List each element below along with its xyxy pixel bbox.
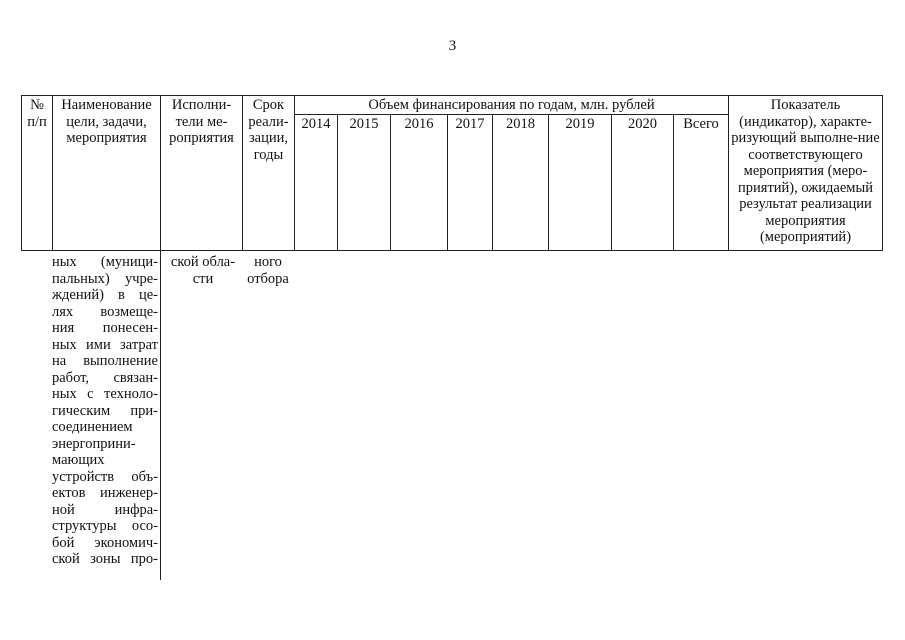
body-line: гическим при- (52, 402, 158, 419)
body-line: ской зоны про- (52, 551, 158, 567)
body-executors-column (164, 254, 242, 287)
col-header-year: 2015 (338, 114, 391, 251)
header-table (21, 95, 883, 251)
body-line: структуры осо- (52, 518, 158, 534)
column-divider (160, 250, 161, 580)
col-header-year: 2014 (295, 114, 338, 251)
body-line: лях возмеще- (52, 303, 158, 320)
body-line: работ, связан- (52, 369, 158, 386)
body-line: ного (254, 254, 282, 270)
body-line: сти (192, 270, 214, 287)
body-line: ния понесен- (52, 320, 158, 336)
col-header-year: 2017 (448, 114, 493, 251)
body-line: ектов инженер- (52, 485, 158, 501)
body-term-column (243, 254, 293, 287)
col-header-term: Срок реали-зации, годы (243, 96, 295, 251)
body-line: устройств объ- (52, 468, 158, 485)
col-header-name: Наименование цели, задачи, мероприятия (53, 96, 161, 251)
body-line: бой экономич- (52, 534, 158, 551)
page-number: 3 (448, 38, 457, 54)
col-header-year: 2018 (493, 114, 549, 251)
body-line: ных с техноло- (52, 386, 158, 402)
body-line: на выполнение (52, 353, 158, 369)
body-line: соединением (52, 419, 133, 435)
body-line: пальных) учре- (52, 270, 158, 287)
col-header-indicator: Показатель (индикатор), характе-ризующий выполне-ние соответствующего мероприятия (меро-приятий), ожидаемый результат реализации мероприятия (мероприятий) (729, 96, 883, 251)
body-line: энергоприни- (52, 435, 136, 452)
col-header-total: Всего (674, 114, 729, 251)
body-line: отбора (247, 270, 289, 287)
col-header-num: № п/п (22, 96, 53, 251)
body-line: ных ими затрат (52, 336, 158, 353)
col-header-year: 2020 (612, 114, 674, 251)
col-header-executors: Исполни-тели ме-роприятия (161, 96, 243, 251)
body-line: ных (муници- (52, 254, 158, 270)
body-name-column (52, 254, 158, 568)
col-header-financing: Объем финансирования по годам, млн. рублей (295, 96, 729, 115)
body-line: мающих (52, 452, 105, 468)
body-line: ной инфра- (52, 501, 158, 518)
body-line: ской обла- (170, 254, 236, 270)
col-header-year: 2019 (549, 114, 612, 251)
col-header-year: 2016 (391, 114, 448, 251)
body-line: ждений) в це- (52, 287, 158, 303)
